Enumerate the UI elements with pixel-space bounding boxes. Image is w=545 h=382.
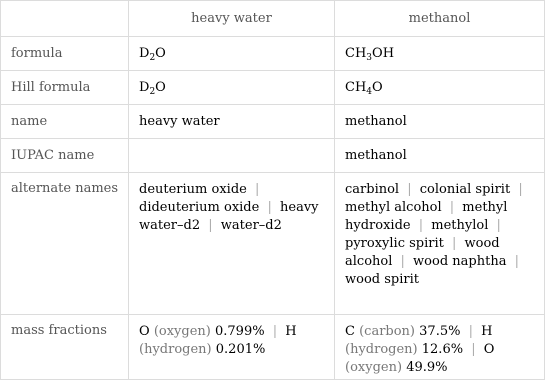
- row-name: [1, 105, 545, 139]
- row-label-mass-fractions: mass fractions: [1, 315, 129, 380]
- formula-part: D: [139, 45, 150, 61]
- alternate-names-methanol: [335, 173, 545, 315]
- element-symbol: H: [285, 324, 297, 339]
- separator: |: [418, 218, 424, 233]
- formula-part: O: [372, 79, 383, 95]
- alternate-name: methyl alcohol: [345, 200, 442, 215]
- fraction-percent: 0.799%: [215, 324, 265, 339]
- iupac-name-heavy-water: [129, 139, 335, 173]
- hill-formula-heavy-water: [129, 71, 335, 105]
- fraction-percent: 12.6%: [421, 342, 464, 357]
- separator: |: [400, 254, 405, 269]
- row-label-hill-formula: Hill formula: [1, 71, 129, 105]
- alternate-names-heavy-water: [129, 173, 335, 315]
- formula-subscript: 4: [366, 86, 373, 97]
- formula-subscript: 3: [366, 52, 373, 63]
- formula-subscript: 2: [149, 52, 156, 63]
- element-symbol: C: [345, 324, 355, 339]
- formula-subscript: 2: [149, 86, 156, 97]
- formula-part: O: [155, 79, 166, 95]
- row-label-name: name: [1, 105, 129, 139]
- row-label-iupac-name: IUPAC name: [1, 139, 129, 173]
- formula-part: CH: [345, 79, 367, 95]
- separator: |: [471, 342, 476, 357]
- formula-part: O: [155, 45, 166, 61]
- formula-part: D: [139, 79, 150, 95]
- name-heavy-water: heavy water: [129, 105, 335, 139]
- element-symbol: O: [139, 324, 150, 339]
- formula-heavy-water: [129, 37, 335, 71]
- alternate-name: methylol: [431, 218, 489, 233]
- element-name: (hydrogen): [345, 342, 418, 357]
- column-header-heavy-water: heavy water: [129, 1, 335, 37]
- alternate-name: pyroxylic spirit: [345, 236, 444, 251]
- separator: |: [208, 218, 213, 233]
- alternate-name: colonial spirit: [419, 182, 511, 197]
- alternate-name: dideuterium oxide: [139, 200, 260, 215]
- header-row: [1, 1, 545, 37]
- alternate-name: methyl hydroxide: [345, 200, 508, 233]
- row-formula: [1, 37, 545, 71]
- row-hill-formula: [1, 71, 545, 105]
- mass-fractions-heavy-water: [129, 315, 335, 380]
- element-symbol: H: [481, 324, 493, 339]
- alternate-name: wood spirit: [345, 272, 419, 287]
- formula-methanol: [335, 37, 545, 71]
- hill-formula-methanol: [335, 71, 545, 105]
- separator: |: [272, 324, 278, 339]
- alternate-name: wood naphtha: [413, 254, 507, 269]
- element-name: (oxygen): [153, 324, 211, 339]
- alternate-name: water–d2: [220, 218, 282, 233]
- column-header-methanol: methanol: [335, 1, 545, 37]
- separator: |: [267, 200, 272, 215]
- row-alternate-names: [1, 173, 545, 315]
- element-name: (carbon): [359, 324, 416, 339]
- alternate-name: wood alcohol: [345, 236, 500, 269]
- separator: |: [407, 182, 412, 197]
- separator: |: [468, 324, 473, 339]
- alternate-name: carbinol: [345, 182, 400, 197]
- iupac-name-methanol: methanol: [335, 139, 545, 173]
- alternate-name: deuterium oxide: [139, 182, 247, 197]
- alternate-name: heavy water–d2: [139, 200, 319, 233]
- name-methanol: methanol: [335, 105, 545, 139]
- mass-fractions-methanol: [335, 315, 545, 380]
- element-name: (oxygen): [345, 360, 403, 375]
- formula-part: OH: [372, 45, 395, 61]
- mass-fraction: [139, 324, 265, 339]
- separator: |: [449, 200, 455, 215]
- separator: |: [496, 218, 501, 233]
- element-symbol: O: [483, 342, 495, 357]
- fraction-percent: 0.201%: [215, 342, 266, 357]
- row-label-alternate-names: alternate names: [1, 173, 129, 315]
- element-name: (hydrogen): [139, 342, 212, 357]
- separator: |: [514, 254, 519, 269]
- fraction-percent: 37.5%: [419, 324, 461, 339]
- mass-fraction: [345, 324, 460, 339]
- separator: |: [452, 236, 457, 251]
- corner-cell: [1, 1, 129, 37]
- separator: |: [254, 182, 260, 197]
- row-label-formula: formula: [1, 37, 129, 71]
- row-iupac-name: [1, 139, 545, 173]
- row-mass-fractions: [1, 315, 545, 380]
- separator: |: [518, 182, 523, 197]
- formula-part: CH: [345, 45, 367, 61]
- fraction-percent: 49.9%: [406, 360, 448, 375]
